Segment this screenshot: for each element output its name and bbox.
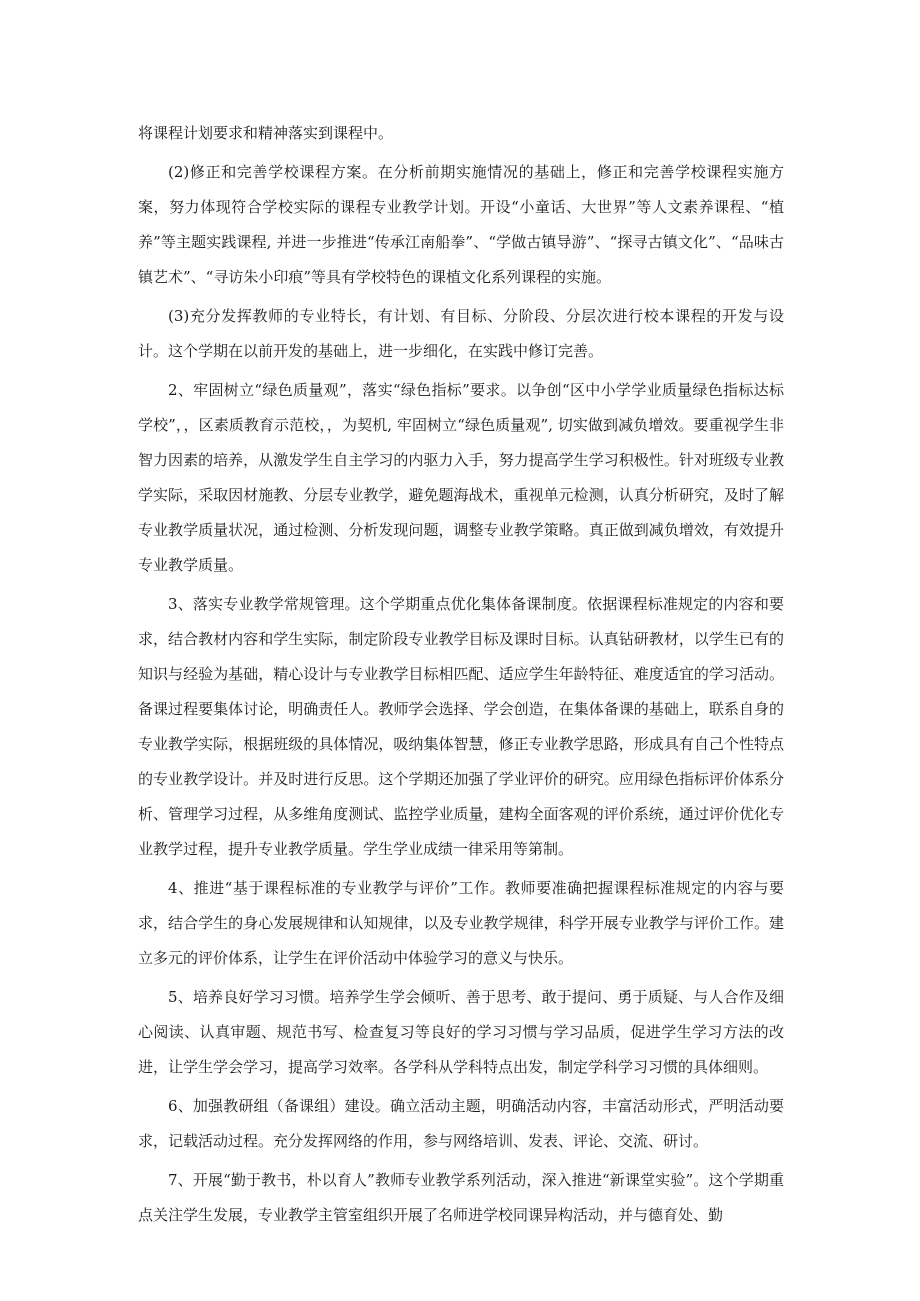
paragraph-study-habits: 5、培养良好学习习惯。培养学生学会倾听、善于思考、敢于提问、勇于质疑、与人合作及细心阅读、认真审题、规范书写、检查复习等良好的学习习惯与学习品质，促进学生学习方法的改进，让学生学会学习，提高学习效率。各学科从学科特点出发，制定学科学习习惯的具体细则。 <box>138 988 784 1076</box>
paragraph-research-group: 6、加强教研组（备课组）建设。确立活动主题，明确活动内容，丰富活动形式，严明活动要求，记载活动过程。充分发挥网络的作用，参与网络培训、发表、评论、交流、研讨。 <box>138 1097 784 1150</box>
paragraph-green-quality: 2、牢固树立“绿色质量观”，落实“绿色指标”要求。以争创“区中小学学业质量绿色指标达标学校”，，区素质教育示范校，，为契机, 牢固树立“绿色质量观”, 切实做到减负增效。要重视学生非智力因素的培养，从激发学生自主学习的内驱力入手，努力提高学生学习积极性。针对班级专业教学实际，采取因材施教、分层专业教学，避免题海战术，重视单元检测，认真分析研究，及时了解专业教学质量状况，通过检测、分析发现问题，调整专业教学策略。真正做到减负增效，有效提升专业教学质量。 <box>138 381 784 574</box>
paragraph-teacher-activities: 7、开展“勤于教书，朴以育人”教师专业教学系列活动，深入推进“新课堂实验”。这个学期重点关注学生发展，专业教学主管室组织开展了名师进学校同课异构活动，并与德育处、勤 <box>138 1171 784 1224</box>
paragraph-teacher-expertise: (3)充分发挥教师的专业特长，有计划、有目标、分阶段、分层次进行校本课程的开发与设计。这个学期在以前开发的基础上，进一步细化，在实践中修订完善。 <box>138 307 784 360</box>
document-body <box>138 116 784 1237</box>
paragraph-continuation: 将课程计划要求和精神落实到课程中。 <box>138 124 394 142</box>
paragraph-revise-curriculum: (2)修正和完善学校课程方案。在分析前期实施情况的基础上，修正和完善学校课程实施方案，努力体现符合学校实际的课程专业教学计划。开设“小童话、大世界”等人文素养课程、“植养”等主题实践课程, 并进一步推进“传承江南船拳”、“学做古镇导游”、“探寻古镇文化”、“品味古镇艺术”、“寻访朱小印痕”等具有学校特色的课植文化系列课程的实施。 <box>138 163 784 286</box>
paragraph-teaching-routine: 3、落实专业教学常规管理。这个学期重点优化集体备课制度。依据课程标准规定的内容和要求，结合教材内容和学生实际，制定阶段专业教学目标及课时目标。认真钻研教材，以学生已有的知识与经验为基础，精心设计与专业教学目标相匹配、适应学生年龄特征、难度适宜的学习活动。备课过程要集体讨论，明确责任人。教师学会选择、学会创造，在集体备课的基础上，联系自身的专业教学实际，根据班级的具体情况，吸纳集体智慧，修正专业教学思路，形成具有自己个性特点的专业教学设计。并及时进行反思。这个学期还加强了学业评价的研究。应用绿色指标评价体系分析、管理学习过程，从多维角度测试、监控学业质量，建构全面客观的评价系统，通过评价优化专业教学过程，提升专业教学质量。学生学业成绩一律采用等第制。 <box>138 595 784 858</box>
paragraph-standards-evaluation: 4、推进“基于课程标准的专业教学与评价”工作。教师要准确把握课程标准规定的内容与要求，结合学生的身心发展规律和认知规律，以及专业教学规律，科学开展专业教学与评价工作。建立多元的评价体系，让学生在评价活动中体验学习的意义与快乐。 <box>138 879 784 967</box>
